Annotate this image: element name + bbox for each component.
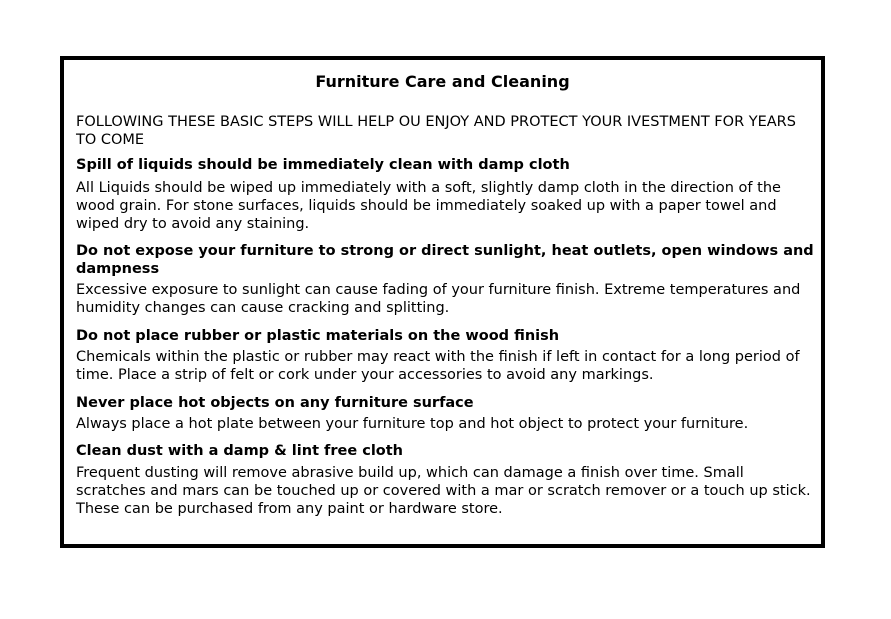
section-body-rubber-plastic: Chemicals within the plastic or rubber may react with the finish if left in contact for a long period of time. Place a strip of felt or cork under your accessories to avoid any markings. bbox=[76, 349, 800, 383]
intro-text: FOLLOWING THESE BASIC STEPS WILL HELP OU ENJOY AND PROTECT YOUR IVESTMENT FOR YEARS TO COME bbox=[76, 114, 796, 148]
section-heading-hot-objects: Never place hot objects on any furniture surface bbox=[76, 395, 474, 411]
section-body-sunlight: Excessive exposure to sunlight can cause fading of your furniture finish. Extreme temperatures and humidity changes can cause cracking and splitting. bbox=[76, 282, 801, 316]
care-card bbox=[60, 56, 825, 548]
document-title: Furniture Care and Cleaning bbox=[315, 72, 570, 91]
section-body-hot-objects: Always place a hot plate between your furniture top and hot object to protect your furniture. bbox=[76, 416, 749, 432]
section-body-dust: Frequent dusting will remove abrasive build up, which can damage a finish over time. Small scratches and mars can be touched up or covered with a mar or scratch remover or a touch up stick. These can be purchased from any paint or hardware store. bbox=[76, 465, 811, 517]
section-heading-sunlight: Do not expose your furniture to strong or direct sunlight, heat outlets, open windows and dampness bbox=[76, 243, 814, 277]
section-heading-spills: Spill of liquids should be immediately clean with damp cloth bbox=[76, 157, 570, 173]
section-heading-dust: Clean dust with a damp & lint free cloth bbox=[76, 443, 404, 459]
section-heading-rubber-plastic: Do not place rubber or plastic materials on the wood finish bbox=[76, 328, 560, 344]
section-body-spills: All Liquids should be wiped up immediately with a soft, slightly damp cloth in the direction of the wood grain. For stone surfaces, liquids should be immediately soaked up with a paper towel and wiped dry to avoid any staining. bbox=[76, 180, 781, 232]
